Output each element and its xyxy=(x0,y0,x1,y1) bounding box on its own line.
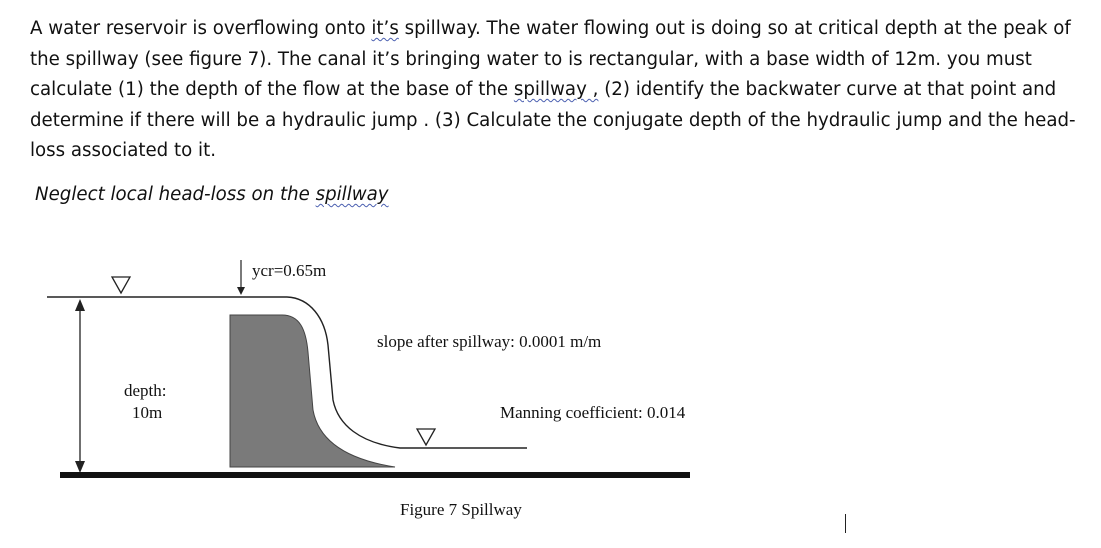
channel-bed xyxy=(60,472,690,478)
note-text-2: spillway xyxy=(315,184,389,205)
problem-text-3: spillway. The water flowing out is doing so at critical depth at the peak of the spillway (see figure 7). The canal it’s bringing water to is rectangular, with a base width of 12m. you must calculate (1) the depth of the flow at the base of the xyxy=(30,18,1071,100)
water-level-marker-downstream-icon xyxy=(417,429,435,445)
problem-text-2: it’s xyxy=(371,18,399,39)
problem-text-4: spillway , xyxy=(513,79,599,100)
text-cursor xyxy=(845,514,846,533)
water-level-marker-upstream-icon xyxy=(112,277,130,293)
slope-label: slope after spillway: 0.0001 m/m xyxy=(377,332,602,351)
note-text-1: Neglect local head-loss on the xyxy=(35,184,316,205)
spillway-body xyxy=(230,315,395,467)
depth-arrow-top-icon xyxy=(75,299,85,311)
figure-caption: Figure 7 Spillway xyxy=(400,500,522,519)
critical-depth-arrow-icon xyxy=(237,287,245,295)
spillway-flow-surface xyxy=(287,297,527,448)
problem-text-1: A water reservoir is overflowing onto xyxy=(30,18,372,39)
depth-label-line-1: depth: xyxy=(124,381,167,400)
depth-label-line-2: 10m xyxy=(132,403,163,422)
manning-label: Manning coefficient: 0.014 xyxy=(500,403,686,422)
critical-depth-label: ycr=0.65m xyxy=(252,261,327,280)
problem-text-5: (2) identify the backwater curve at that point and determine if there will be a hydraulic jump . (3) Calculate the conjugate depth of the hydraulic jump and the head-loss associated to it. xyxy=(30,79,1076,161)
depth-arrow-bottom-icon xyxy=(75,461,85,473)
